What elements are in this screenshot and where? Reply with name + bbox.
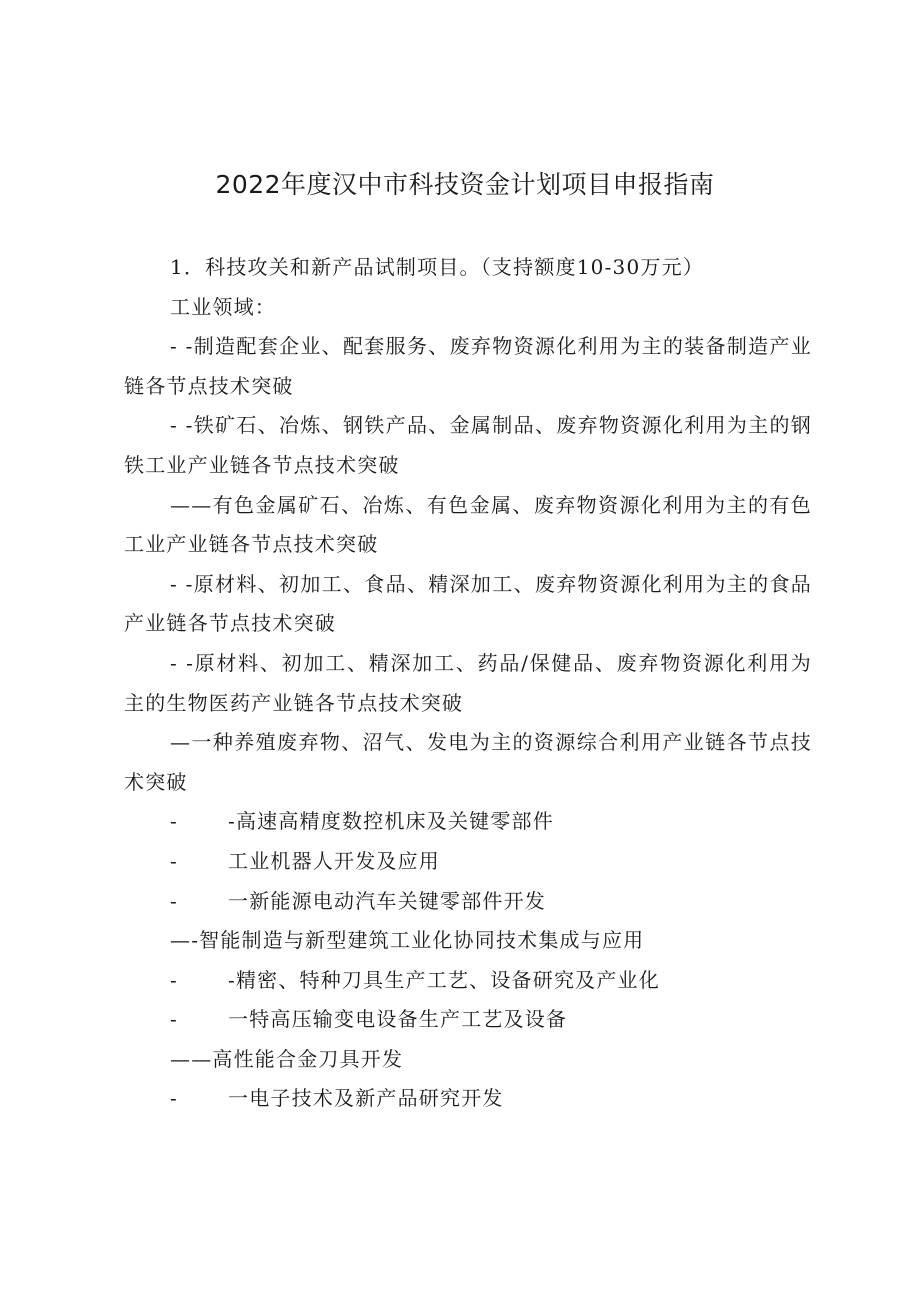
list-item-text: 工业机器人开发及应用 bbox=[228, 848, 440, 873]
list-item-text: -高速高精度数控机床及关键零部件 bbox=[228, 809, 554, 834]
list-item-cnc-machine bbox=[124, 802, 812, 842]
domain-label: 工业领域： bbox=[170, 294, 276, 319]
list-item-electronics bbox=[124, 1079, 812, 1119]
list-item-ev-parts bbox=[124, 882, 812, 922]
paragraph-steel-industry: - -铁矿石、冶炼、钢铁产品、金属制品、废弃物资源化利用为主的钢铁工业产业链各节点技术突破 bbox=[124, 413, 812, 477]
list-item-dash: - bbox=[170, 809, 178, 834]
list-item-dash: - bbox=[170, 888, 178, 913]
section-heading: 1．科技攻关和新产品试制项目。（支持额度10-30万元） bbox=[170, 255, 704, 279]
paragraph-equipment-manufacturing: - -制造配套企业、配套服务、废弃物资源化利用为主的装备制造产业链各节点技术突破 bbox=[124, 334, 812, 398]
paragraph-resource-utilization: —一种养殖废弃物、沼气、发电为主的资源综合利用产业链各节点技术突破 bbox=[124, 730, 812, 794]
paragraph-biomedicine-industry: - -原材料、初加工、精深加工、药品/保健品、废弃物资源化利用为主的生物医药产业链各节点技术突破 bbox=[124, 650, 812, 715]
document-body bbox=[124, 248, 812, 1119]
list-item-dash: - bbox=[170, 1086, 178, 1111]
line-alloy-tools: ——高性能合金刀具开发 bbox=[170, 1046, 404, 1071]
list-item-dash: - bbox=[170, 848, 178, 873]
list-item-text: 一特高压输变电设备生产工艺及设备 bbox=[228, 1007, 568, 1032]
paragraph-food-industry: - -原材料、初加工、食品、精深加工、废弃物资源化利用为主的食品产业链各节点技术突破 bbox=[124, 571, 812, 636]
list-item-dash: - bbox=[170, 1007, 178, 1032]
list-item-dash: - bbox=[170, 967, 178, 992]
list-item-text: 一电子技术及新产品研究开发 bbox=[228, 1086, 504, 1111]
list-item-text: 一新能源电动汽车关键零部件开发 bbox=[228, 888, 546, 913]
paragraph-nonferrous-industry: ——有色金属矿石、冶炼、有色金属、废弃物资源化利用为主的有色工业产业链各节点技术突破 bbox=[124, 492, 812, 557]
list-item-uhv-equipment bbox=[124, 1000, 812, 1040]
list-item-text: -精密、特种刀具生产工艺、设备研究及产业化 bbox=[228, 967, 660, 992]
list-item-precision-tools bbox=[124, 961, 812, 1001]
list-item-industrial-robot bbox=[124, 842, 812, 882]
line-intelligent-manufacturing: —-智能制造与新型建筑工业化协同技术集成与应用 bbox=[170, 928, 645, 953]
document-title: 2022年度汉中市科技资金计划项目申报指南 bbox=[215, 170, 715, 199]
